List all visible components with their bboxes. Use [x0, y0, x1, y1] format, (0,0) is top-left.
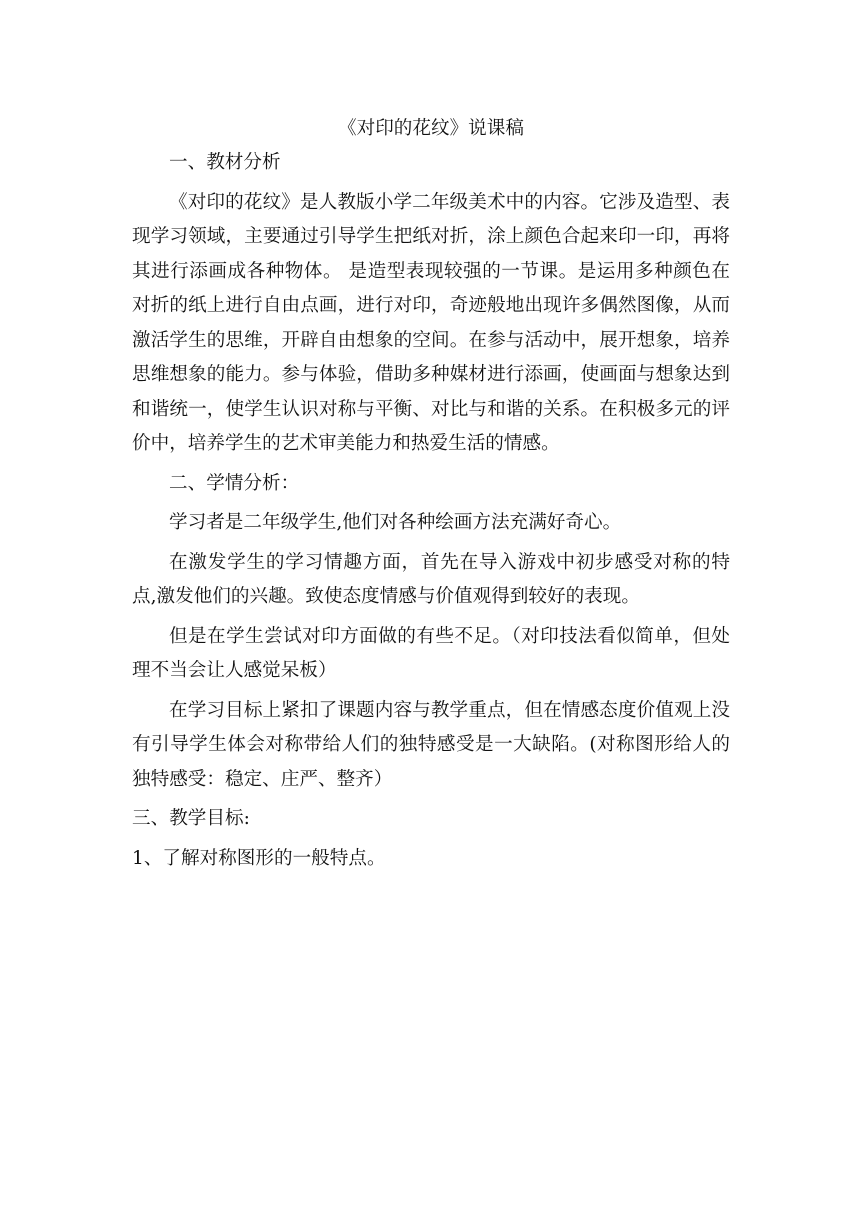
- section1-heading: 一、教材分析: [169, 152, 281, 173]
- section2-paragraph-1: 学习者是二年级学生,他们对各种绘画方法充满好奇心。: [169, 512, 622, 533]
- section2-paragraph-4: 在学习目标上紧扣了课题内容与教学重点，但在情感态度价值观上没有引导学生体会对称带给人们的独特感受是一大缺陷。(对称图形给人的独特感受：稳定、庄严、整齐）: [132, 699, 730, 790]
- document-title: 《对印的花纹》说课稿: [338, 118, 524, 139]
- section2-paragraph-3: 但是在学生尝试对印方面做的有些不足。（对印技法看似简单，但处理不当会让人感觉呆板）: [132, 625, 730, 681]
- section3-item-1: 1、了解对称图形的一般特点。: [132, 847, 386, 869]
- section2-heading: 二、学情分析：: [169, 472, 300, 494]
- document-body: [132, 112, 730, 876]
- section1-paragraph: 《对印的花纹》是人教版小学二年级美术中的内容。它涉及造型、表现学习领域，主要通过引导学生把纸对折，涂上颜色合起来印一印，再将其进行添画成各种物体。 是造型表现较强的一节课。是运用多种颜色在对折的纸上进行自由点画，进行对印，奇迹般地出现许多偶然图像，从而激活学生的思维，开辟自由想象的空间。在参与活动中，展开想象，培养思维想象的能力。参与体验，借助多种媒材进行添画，使画面与想象达到和谐统一，使学生认识对称与平衡、对比与和谐的关系。在积极多元的评价中，培养学生的艺术审美能力和热爱生活的情感。: [132, 191, 730, 454]
- section3-heading: 三、教学目标:: [132, 808, 250, 829]
- section2-paragraph-2: 在激发学生的学习情趣方面，首先在导入游戏中初步感受对称的特点,激发他们的兴趣。致使态度情感与价值观得到较好的表现。: [132, 551, 730, 607]
